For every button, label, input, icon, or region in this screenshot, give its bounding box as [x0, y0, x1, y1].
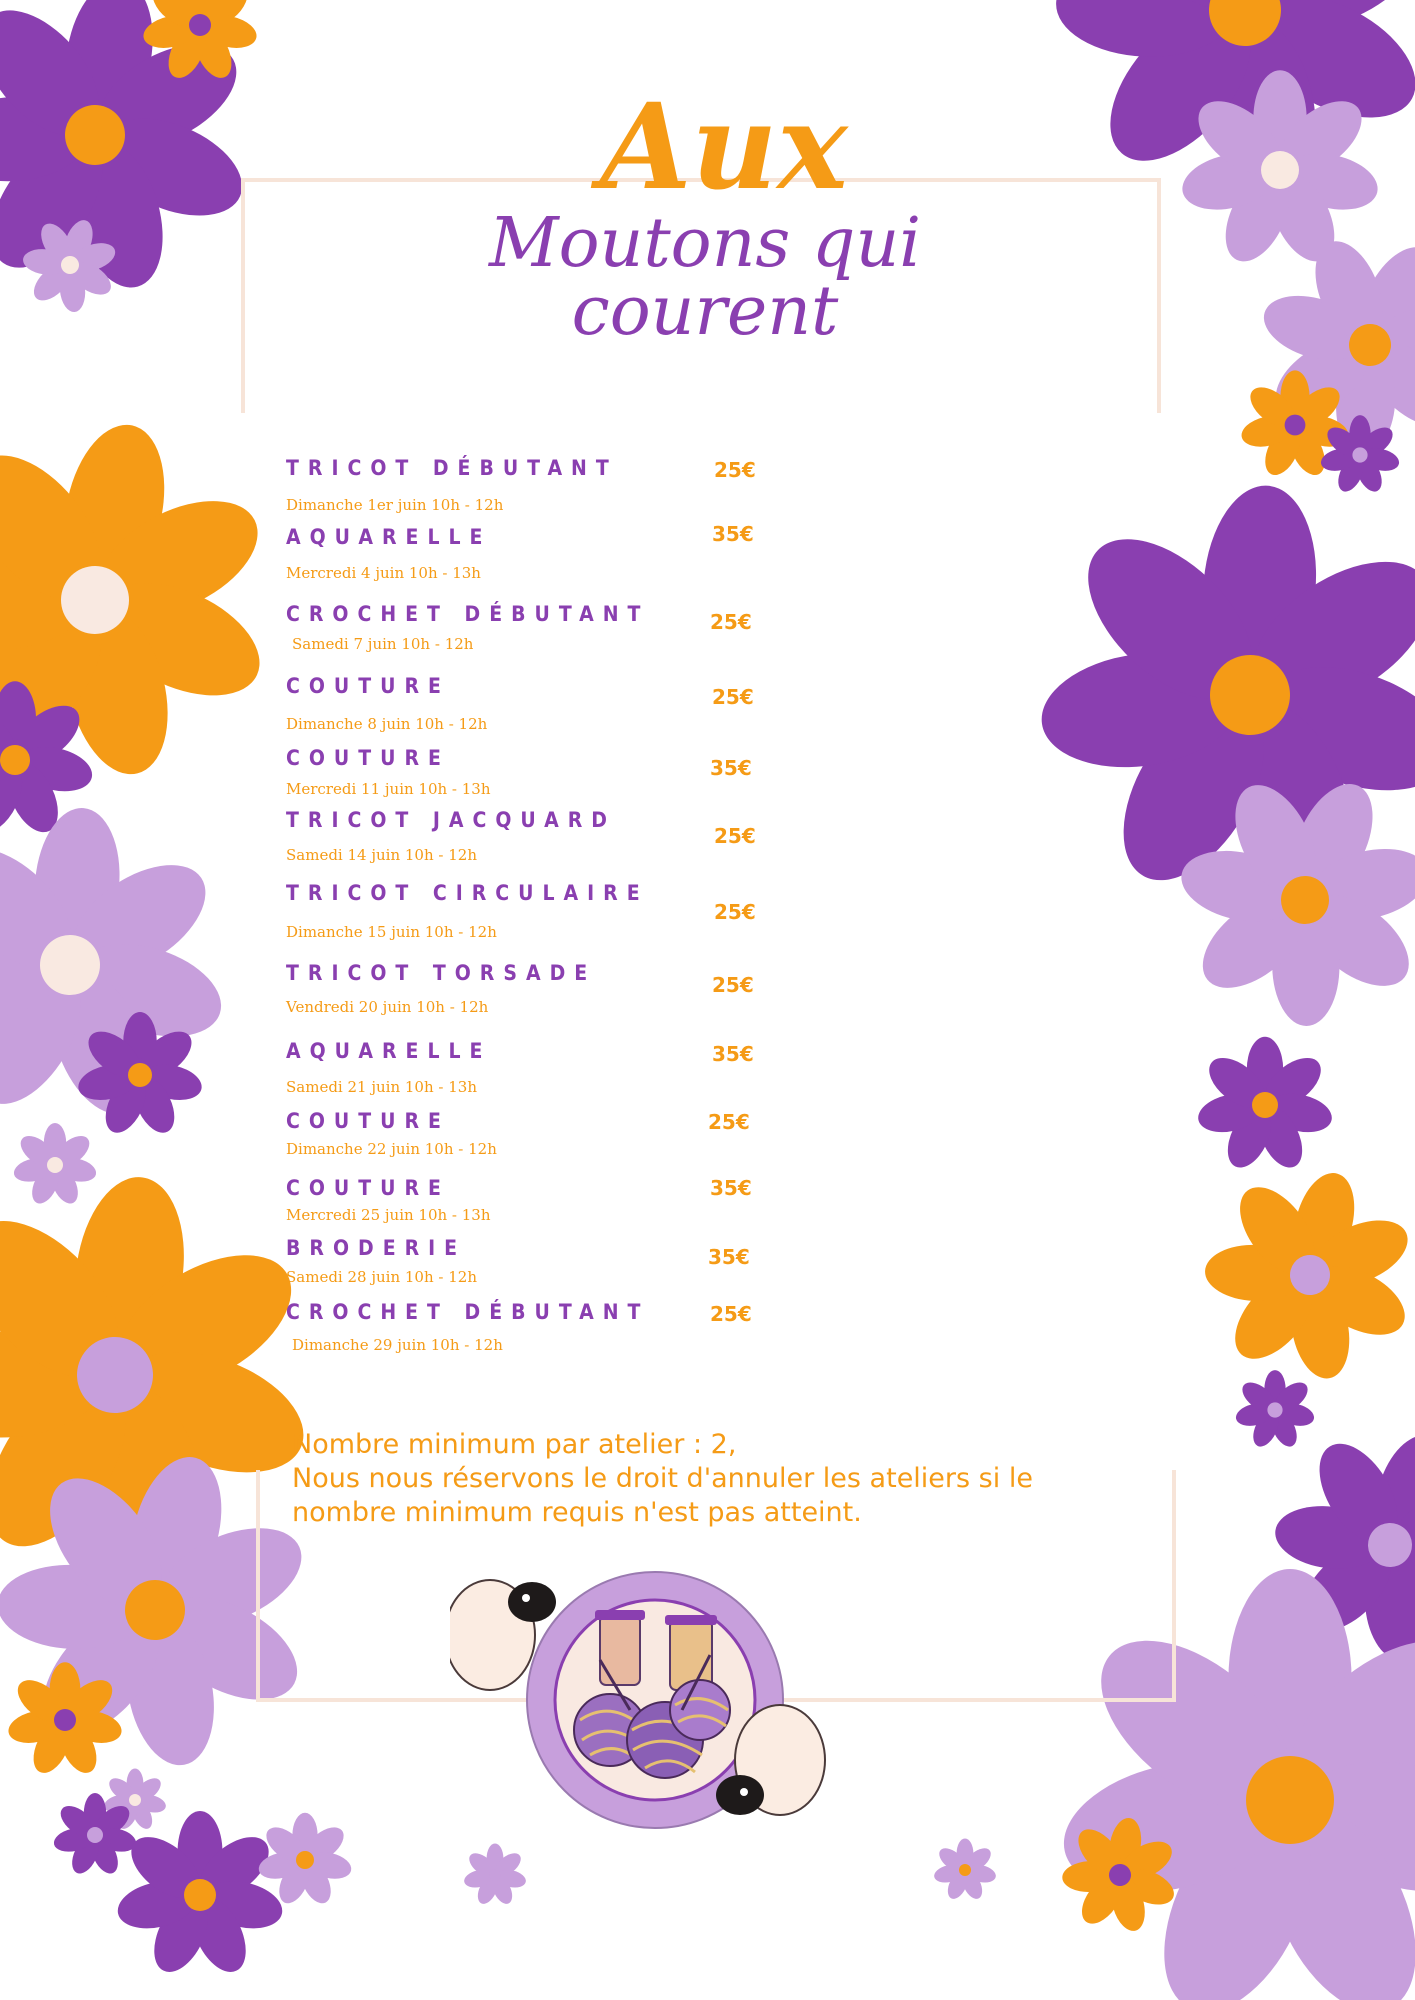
notice-line: Nombre minimum par atelier : 2,	[292, 1429, 737, 1460]
title-aux: Aux	[600, 77, 848, 216]
workshop-price: 35€	[708, 1245, 750, 1269]
flower-icon	[1194, 1037, 1335, 1175]
workshop-price: 25€	[708, 1110, 750, 1134]
workshop-price: 25€	[712, 973, 754, 997]
flower-icon	[113, 1811, 287, 1980]
workshop-date: Vendredi 20 juin 10h - 12h	[286, 998, 489, 1016]
shop-title: Moutons qui courent	[488, 204, 921, 351]
workshop-date: Samedi 21 juin 10h - 13h	[286, 1078, 477, 1096]
workshop-date: Dimanche 15 juin 10h - 12h	[286, 923, 497, 941]
workshop-date: Mercredi 25 juin 10h - 13h	[286, 1206, 491, 1224]
workshop-name: TRICOT CIRCULAIRE	[286, 881, 649, 905]
flower-icon	[1234, 1370, 1317, 1450]
workshop-name: COUTURE	[286, 674, 450, 698]
workshop-price: 35€	[710, 756, 752, 780]
workshop-date: Dimanche 8 juin 10h - 12h	[286, 715, 488, 733]
workshop-date: Samedi 28 juin 10h - 12h	[286, 1268, 477, 1286]
workshop-name: COUTURE	[286, 746, 450, 770]
workshop-name: AQUARELLE	[286, 1039, 492, 1063]
workshop-name: COUTURE	[286, 1176, 450, 1200]
flower-icon	[932, 1839, 997, 1903]
workshop-name: CROCHET DÉBUTANT	[286, 1300, 650, 1324]
workshop-date: Mercredi 11 juin 10h - 13h	[286, 780, 491, 798]
workshop-name: COUTURE	[286, 1109, 450, 1133]
workshop-price: 25€	[714, 458, 756, 482]
workshop-date: Dimanche 29 juin 10h - 12h	[292, 1336, 503, 1354]
workshop-name: TRICOT DÉBUTANT	[286, 456, 618, 480]
workshop-date: Mercredi 4 juin 10h - 13h	[286, 564, 481, 582]
workshop-date: Samedi 7 juin 10h - 12h	[292, 635, 474, 653]
workshop-price: 25€	[714, 900, 756, 924]
workshop-price: 25€	[712, 685, 754, 709]
workshop-price: 25€	[710, 1302, 752, 1326]
workshop-name: TRICOT TORSADE	[286, 961, 597, 985]
workshop-name: CROCHET DÉBUTANT	[286, 602, 650, 626]
notice-line: Nous nous réservons le droit d'annuler les ateliers si le	[292, 1463, 1033, 1494]
workshop-date: Samedi 14 juin 10h - 12h	[286, 846, 477, 864]
flower-icon	[12, 1123, 99, 1208]
flower-icon	[1177, 1145, 1415, 1406]
workshop-price: 35€	[712, 522, 754, 546]
workshop-name: BRODERIE	[286, 1236, 467, 1260]
workshop-name: AQUARELLE	[286, 525, 492, 549]
notice-line: nombre minimum requis n'est pas atteint.	[292, 1497, 862, 1528]
workshop-price: 25€	[714, 824, 756, 848]
minimum-notice	[292, 1428, 1172, 1530]
sheep-yarn-logo-icon	[450, 1540, 850, 1860]
workshop-price: 25€	[710, 610, 752, 634]
workshop-price: 35€	[710, 1176, 752, 1200]
workshop-date: Dimanche 1er juin 10h - 12h	[286, 496, 504, 514]
workshop-price: 35€	[712, 1042, 754, 1066]
workshop-date: Dimanche 22 juin 10h - 12h	[286, 1140, 497, 1158]
workshop-name: TRICOT JACQUARD	[286, 808, 616, 832]
